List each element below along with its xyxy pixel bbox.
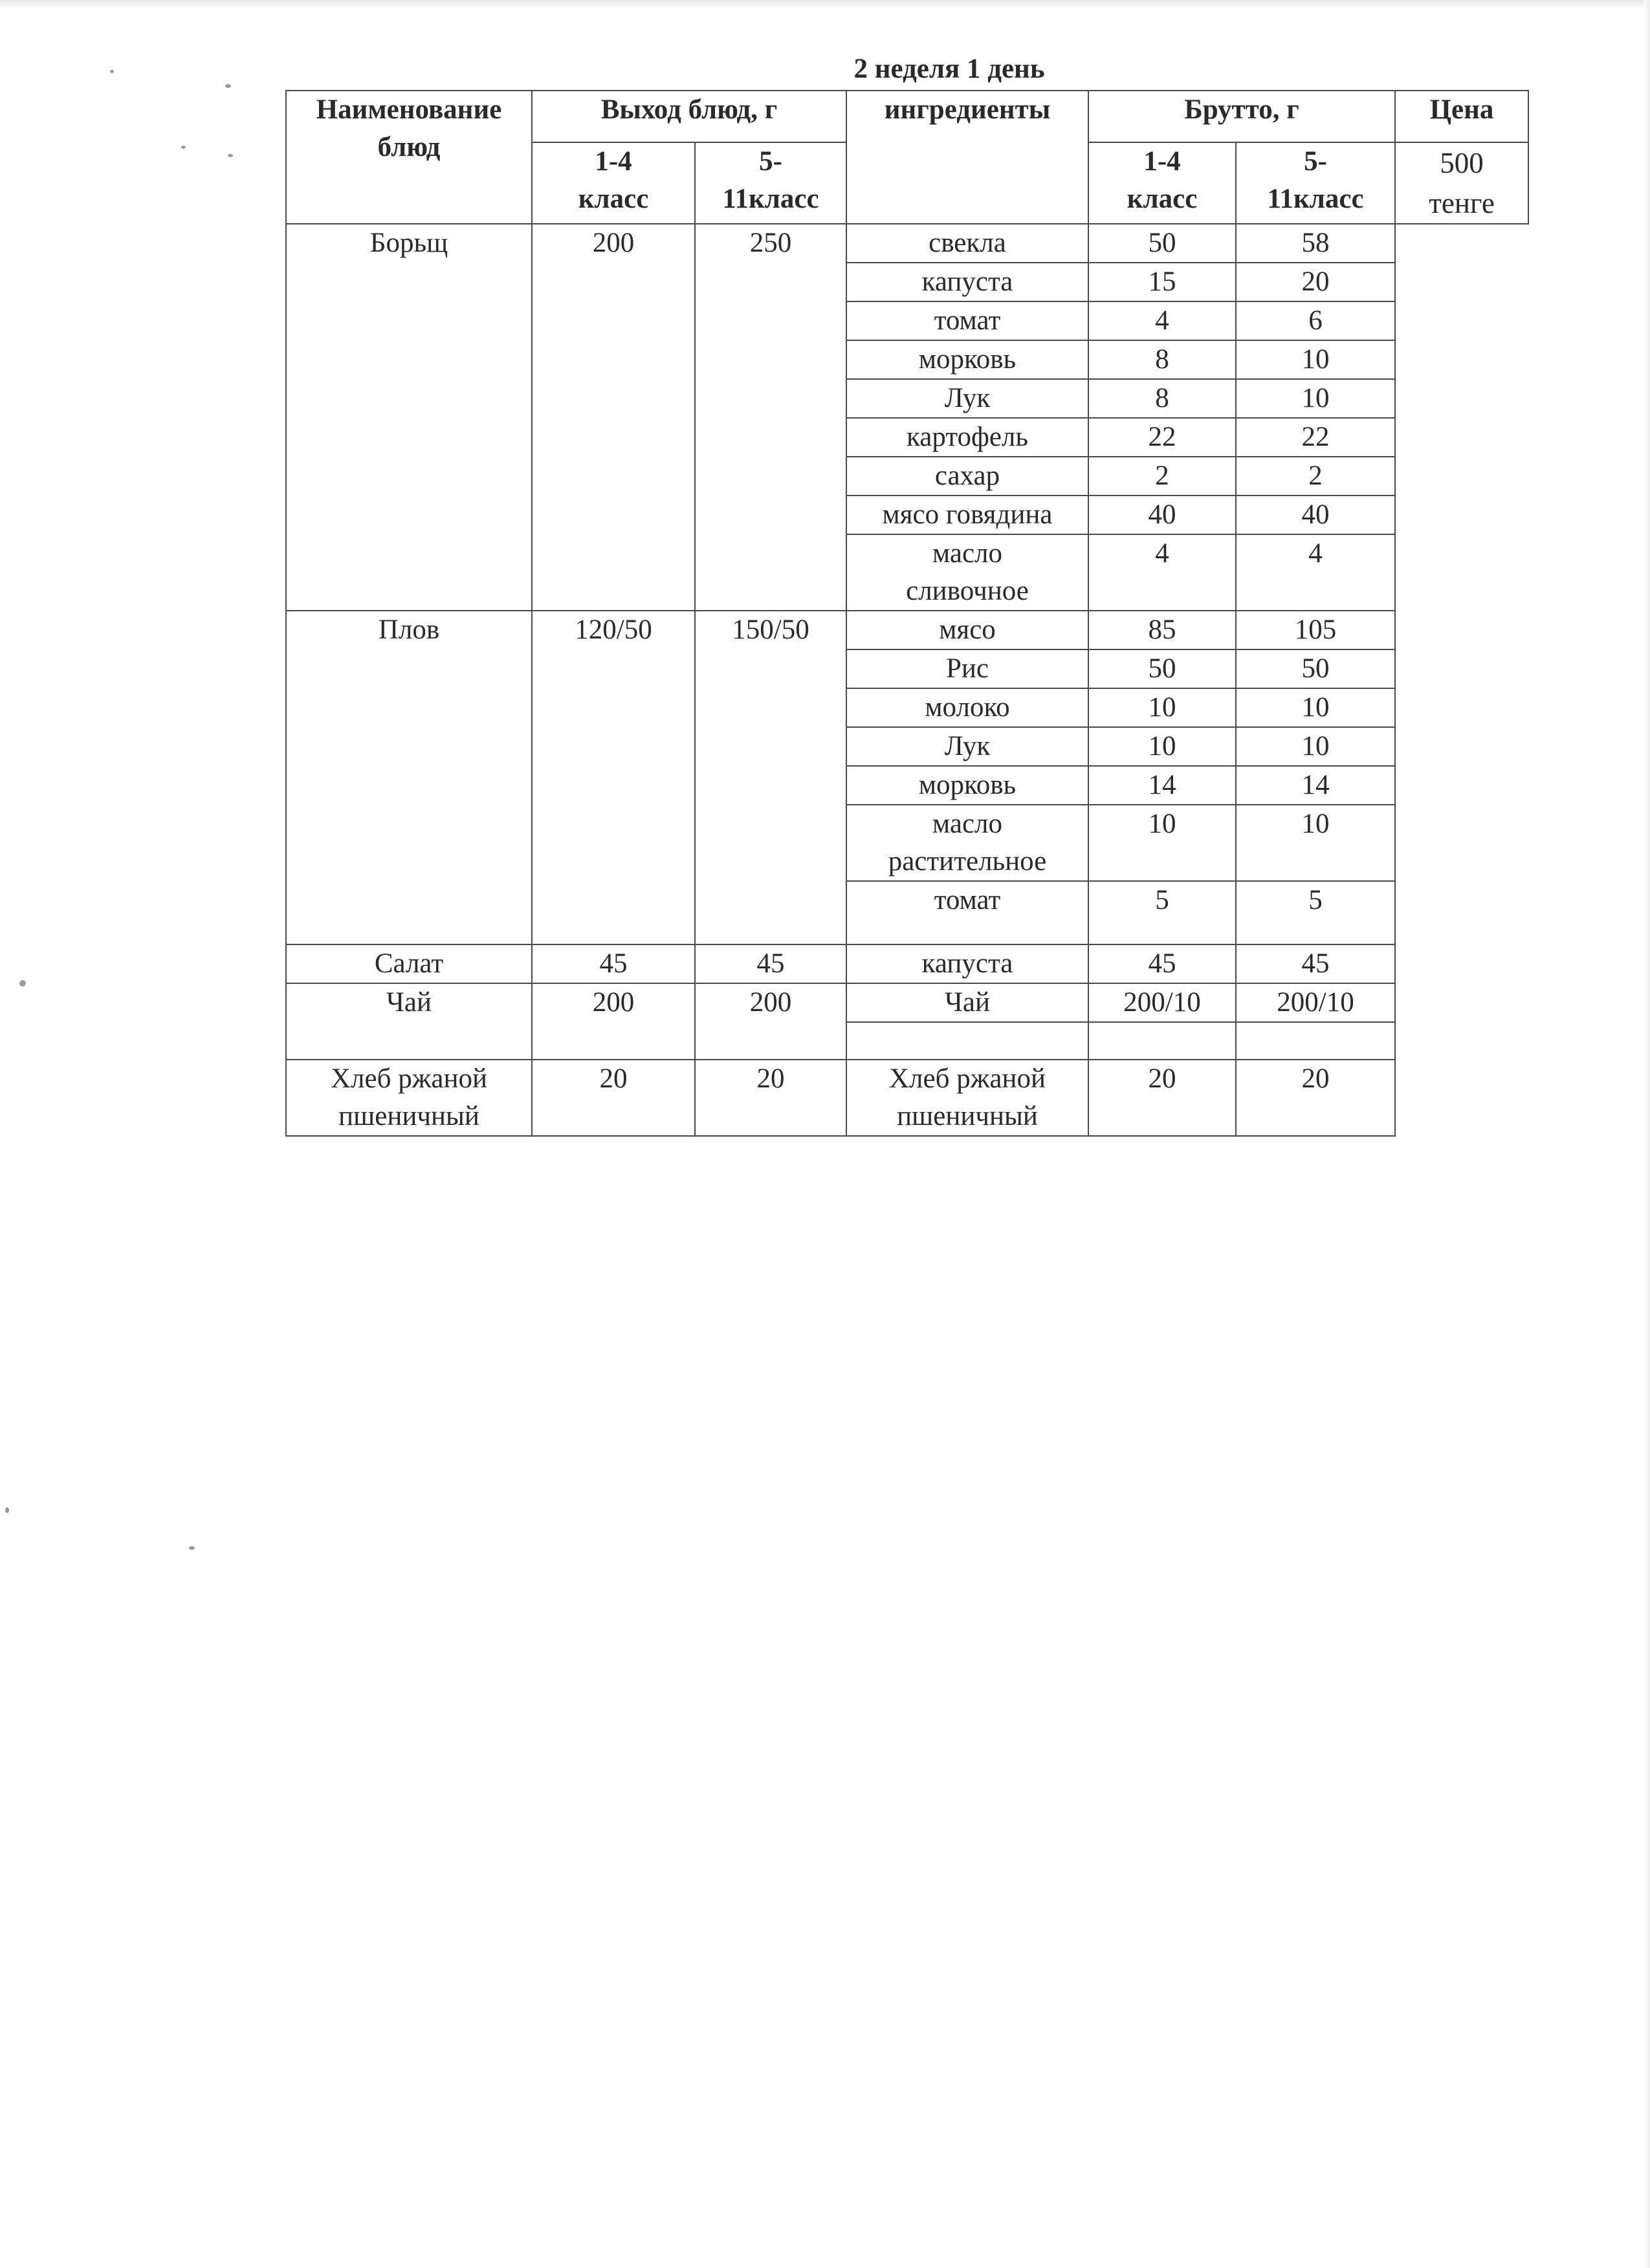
- header-grade-line: 1-4: [595, 146, 632, 177]
- gross-1-4: 200/10: [1088, 983, 1236, 1022]
- gross-5-11: 10: [1236, 805, 1395, 881]
- header-yield: Выход блюд, г: [532, 91, 846, 142]
- header-ingredients: ингредиенты: [846, 91, 1088, 224]
- dish-name: Салат: [286, 944, 532, 983]
- ingredient-name: [846, 534, 1088, 611]
- dish-yield-5-11: 45: [695, 944, 846, 983]
- gross-5-11: 20: [1236, 1060, 1395, 1136]
- gross-5-11: 20: [1236, 263, 1395, 301]
- header-price: Цена: [1395, 91, 1528, 142]
- gross-1-4: 8: [1088, 379, 1236, 418]
- menu-table: [285, 90, 1529, 1137]
- gross-1-4: 15: [1088, 263, 1236, 301]
- ingredient-name: морковь: [846, 766, 1088, 805]
- scan-speck: [19, 980, 26, 987]
- header-grade-line: 11класс: [1267, 184, 1364, 214]
- gross-5-11: 50: [1236, 649, 1395, 688]
- ingredient-name: томат: [846, 301, 1088, 340]
- ingredient-name: молоко: [846, 688, 1088, 727]
- gross-5-11: 5: [1236, 881, 1395, 944]
- gross-1-4: 8: [1088, 340, 1236, 379]
- header-yield-grade-1-4: [532, 142, 695, 224]
- ingredient-name: мясо: [846, 611, 1088, 649]
- ingredient-name: сахар: [846, 457, 1088, 496]
- dish-yield-5-11: 20: [695, 1060, 846, 1136]
- header-grade-line: класс: [578, 184, 649, 214]
- gross-5-11: 14: [1236, 766, 1395, 805]
- gross-1-4: 10: [1088, 805, 1236, 881]
- header-dish-line: Наименование: [316, 94, 502, 125]
- table-row: [286, 983, 1528, 1022]
- gross-1-4: [1088, 1022, 1236, 1060]
- dish-yield-5-11: 200: [695, 983, 846, 1060]
- dish-yield-5-11: 250: [695, 224, 846, 611]
- ingredient-name: [846, 1022, 1088, 1060]
- dish-name: Плов: [286, 611, 532, 944]
- ingredient-name: капуста: [846, 263, 1088, 301]
- header-yield-grade-5-11: [695, 142, 846, 224]
- scan-edge-top: [0, 0, 1650, 9]
- gross-1-4: 40: [1088, 496, 1236, 534]
- dish-yield-1-4: 45: [532, 944, 695, 983]
- ingredient-name: картофель: [846, 418, 1088, 457]
- gross-5-11: 10: [1236, 727, 1395, 766]
- ingredient-name: морковь: [846, 340, 1088, 379]
- price-cell: [1395, 142, 1528, 224]
- header-grade-line: 11класс: [722, 184, 819, 214]
- gross-5-11: 40: [1236, 496, 1395, 534]
- ingredient-name: Лук: [846, 379, 1088, 418]
- gross-1-4: 4: [1088, 301, 1236, 340]
- ingredient-name: мясо говядина: [846, 496, 1088, 534]
- gross-5-11: 22: [1236, 418, 1395, 457]
- price-currency: тенге: [1429, 187, 1495, 219]
- ingredient-name-line: пшеничный: [897, 1101, 1038, 1131]
- dish-name: Борьщ: [286, 224, 532, 611]
- ingredient-name-line: сливочное: [906, 576, 1029, 606]
- gross-1-4: 2: [1088, 457, 1236, 496]
- header-dish: [286, 91, 532, 224]
- scan-speck: [181, 146, 186, 149]
- dish-name: Чай: [286, 983, 532, 1060]
- ingredient-name: Рис: [846, 649, 1088, 688]
- price-amount: 500: [1440, 147, 1484, 179]
- gross-5-11: 200/10: [1236, 983, 1395, 1022]
- gross-1-4: 85: [1088, 611, 1236, 649]
- gross-5-11: 10: [1236, 340, 1395, 379]
- gross-1-4: 22: [1088, 418, 1236, 457]
- ingredient-name: [846, 805, 1088, 881]
- ingredient-name: [846, 1060, 1088, 1136]
- page-title: 2 неделя 1 день: [853, 54, 1045, 84]
- gross-1-4: 45: [1088, 944, 1236, 983]
- header-grade-line: 5-: [1304, 146, 1327, 177]
- gross-1-4: 20: [1088, 1060, 1236, 1136]
- gross-5-11: 105: [1236, 611, 1395, 649]
- gross-1-4: 5: [1088, 881, 1236, 944]
- header-gross-grade-5-11: [1236, 142, 1395, 224]
- gross-1-4: 50: [1088, 224, 1236, 263]
- gross-5-11: 4: [1236, 534, 1395, 611]
- table-row: [286, 944, 1528, 983]
- dish-yield-1-4: 20: [532, 1060, 695, 1136]
- gross-1-4: 50: [1088, 649, 1236, 688]
- scan-edge-right: [1644, 0, 1650, 2268]
- dish-yield-1-4: 200: [532, 224, 695, 611]
- dish-yield-5-11: 150/50: [695, 611, 846, 944]
- dish-name-line: Хлеб ржаной: [330, 1063, 488, 1094]
- ingredient-name: свекла: [846, 224, 1088, 263]
- ingredient-name: капуста: [846, 944, 1088, 983]
- ingredient-name: Чай: [846, 983, 1088, 1022]
- ingredient-name-line: растительное: [888, 846, 1047, 877]
- dish-yield-1-4: 200: [532, 983, 695, 1060]
- ingredient-name-line: масло: [932, 809, 1003, 839]
- ingredient-name-line: масло: [932, 538, 1003, 569]
- scan-speck: [189, 1546, 195, 1550]
- header-grade-line: 5-: [759, 146, 782, 177]
- header-gross: Брутто, г: [1088, 91, 1395, 142]
- gross-5-11: 10: [1236, 379, 1395, 418]
- gross-5-11: 2: [1236, 457, 1395, 496]
- gross-1-4: 4: [1088, 534, 1236, 611]
- gross-1-4: 10: [1088, 727, 1236, 766]
- table-row: [286, 224, 1528, 263]
- dish-yield-1-4: 120/50: [532, 611, 695, 944]
- dish-name-line: пшеничный: [338, 1101, 479, 1131]
- header-grade-line: 1-4: [1143, 146, 1181, 177]
- gross-5-11: 45: [1236, 944, 1395, 983]
- ingredient-name-line: Хлеб ржаной: [888, 1063, 1046, 1094]
- header-gross-grade-1-4: [1088, 142, 1236, 224]
- gross-5-11: 10: [1236, 688, 1395, 727]
- scan-speck: [5, 1507, 9, 1513]
- ingredient-name: томат: [846, 881, 1088, 944]
- gross-1-4: 10: [1088, 688, 1236, 727]
- header-grade-line: класс: [1127, 184, 1198, 214]
- gross-5-11: 58: [1236, 224, 1395, 263]
- dish-name: [286, 1060, 532, 1136]
- scan-speck: [228, 154, 233, 157]
- ingredient-name: Лук: [846, 727, 1088, 766]
- table-row: [286, 611, 1528, 649]
- gross-1-4: 14: [1088, 766, 1236, 805]
- gross-5-11: [1236, 1022, 1395, 1060]
- gross-5-11: 6: [1236, 301, 1395, 340]
- header-row: [286, 91, 1528, 142]
- header-dish-line: блюд: [377, 132, 441, 162]
- table-row: [286, 1060, 1528, 1136]
